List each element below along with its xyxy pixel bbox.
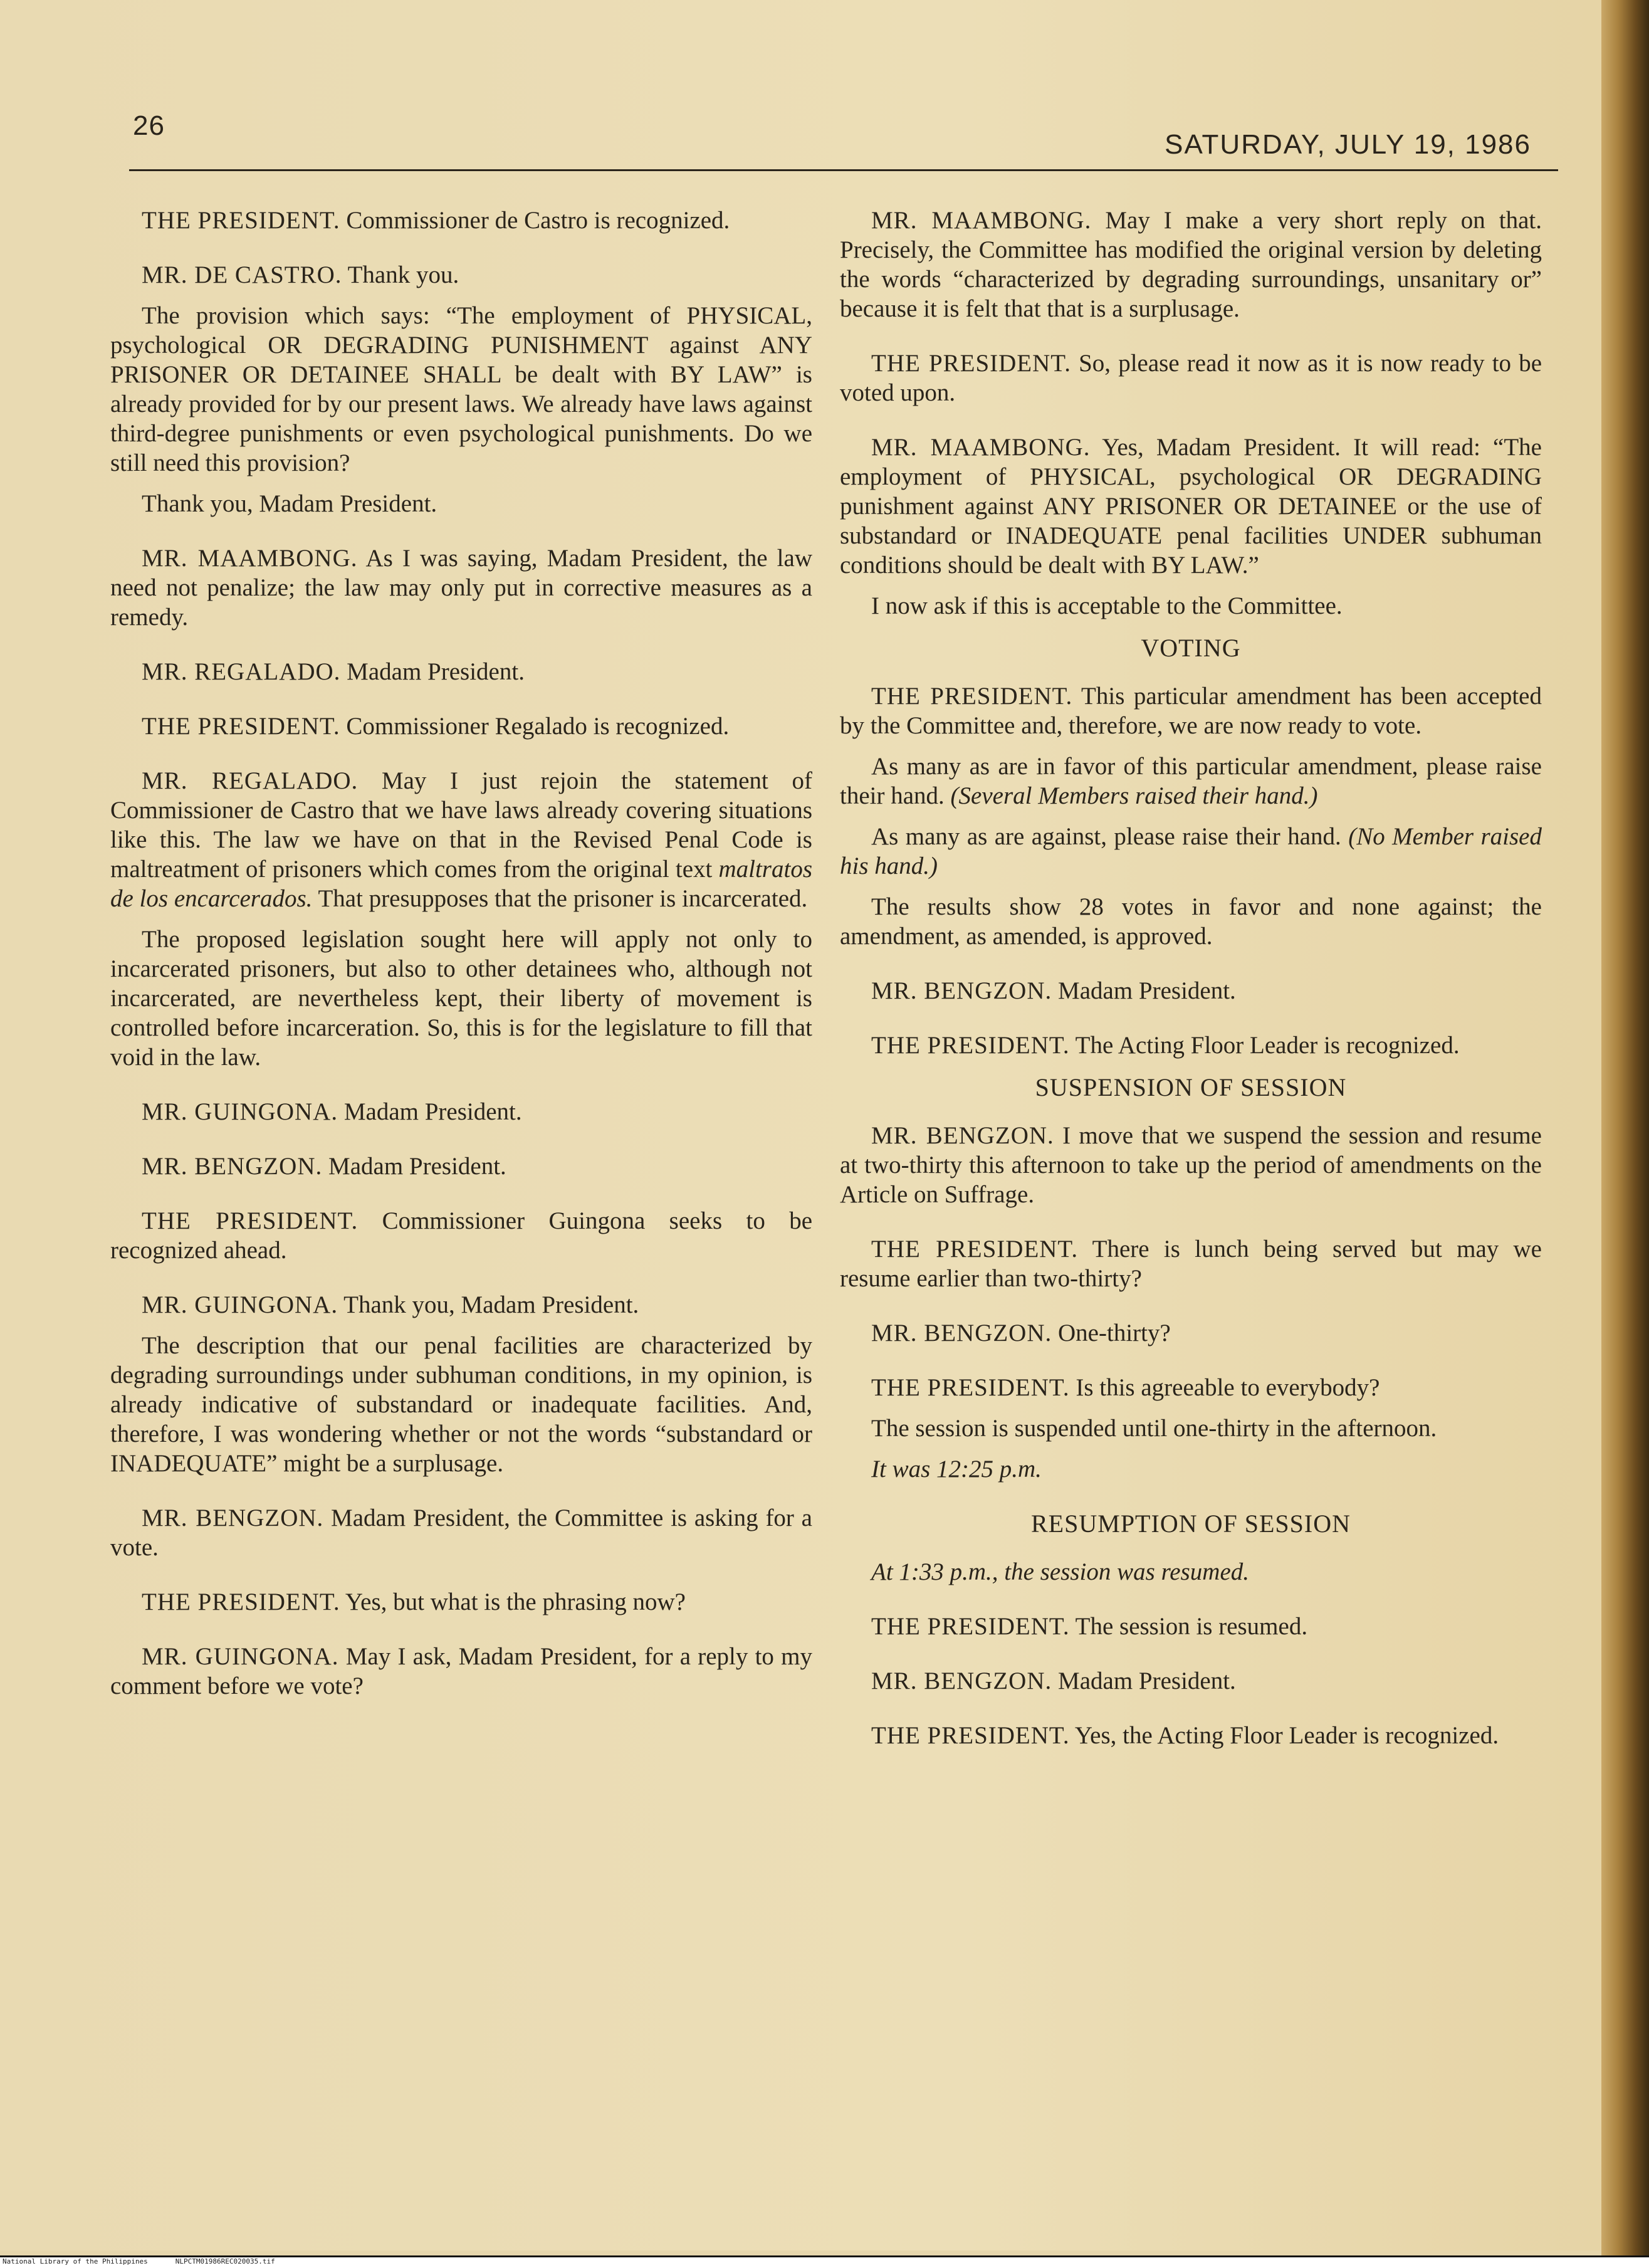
paragraph: [110, 1587, 812, 1617]
italic-phrase: maltratos de los encarcerados.: [110, 856, 812, 912]
speech-text: The Acting Floor Leader is recognized.: [1069, 1032, 1460, 1059]
speech-text: Madam President.: [338, 1098, 522, 1125]
paragraph: [840, 1666, 1542, 1696]
speaker-name: MR. MAAMBONG.: [142, 545, 358, 572]
paragraph: [840, 349, 1542, 407]
speaker-name: THE PRESIDENT.: [871, 1374, 1070, 1401]
paragraph: The proposed legislation sought here will apply not only to incarcerated prisoners, but also to other detainees who, although not incarcerated, are nevertheless kept, their liberty of movement is controlled before incarceration. So, this is for the legislature to fill that void in the law.: [110, 926, 812, 1071]
speech-text: As many as are against, please raise their hand.: [871, 823, 1349, 850]
speech-text: Madam President.: [322, 1153, 506, 1180]
speech-text: Commissioner Guingona seeks to be recognized ahead.: [110, 1207, 813, 1264]
speech-text: Yes, the Acting Floor Leader is recognized.: [1069, 1722, 1499, 1749]
speech-text: May I make a very short reply on that. Precisely, the Committee has modified the original version by deleting the words “characterized by degrading surroundings, unsanitary or” because it is felt that that is a surplusage.: [840, 207, 1542, 322]
paragraph: [110, 543, 812, 632]
speaker-name: MR. BENGZON.: [871, 977, 1052, 1004]
speaker-name: MR. BENGZON.: [871, 1667, 1052, 1694]
speech-text: There is lunch being served but may we resume earlier than two-thirty?: [840, 1236, 1542, 1292]
speaker-name: MR. MAAMBONG.: [871, 207, 1092, 234]
speech-text: I move that we suspend the session and resume at two-thirty this afternoon to take up the period of amendments on the Article on Suffrage.: [840, 1122, 1542, 1208]
speech-text: Madam President.: [340, 658, 525, 685]
speech-text: So, please read it now as it is now ready to be voted upon.: [840, 350, 1542, 406]
speaker-name: THE PRESIDENT.: [142, 1588, 340, 1615]
paragraph: [840, 1318, 1542, 1348]
library-label: National Library of the Philippines: [3, 2257, 148, 2265]
speech-text: May I ask, Madam President, for a reply to my comment before we vote?: [110, 1643, 812, 1699]
section-heading-voting: VOTING: [1141, 634, 1241, 662]
paragraph: The provision which says: “The employment of PHYSICAL, psychological OR DEGRADING PUNISHMENT against ANY PRISONER OR DETAINEE SHALL be dealt with BY LAW” is already provided for by our present laws. We already have laws against third-degree punishments or even psychological punishments. Do we still need this provision?: [110, 302, 812, 476]
speaker-name: MR. GUINGONA.: [142, 1643, 339, 1670]
book-spine-edge: [1601, 0, 1649, 2257]
paragraph: [840, 1612, 1542, 1641]
file-id-label: NLPCTM01986REC020035.tif: [175, 2257, 275, 2265]
paragraph: It was 12:25 p.m.: [871, 1456, 1042, 1483]
paragraph: [840, 976, 1542, 1005]
paragraph: Thank you, Madam President.: [142, 490, 437, 517]
speech-text: That presupposes that the prisoner is incarcerated.: [312, 885, 808, 912]
paragraph: [110, 766, 812, 913]
paragraph: [110, 206, 812, 235]
speech-text: Madam President, the Committee is asking for a vote.: [110, 1504, 812, 1561]
paragraph: [110, 1206, 812, 1265]
speech-text: This particular amendment has been accepted by the Committee and, therefore, we are now ready to vote.: [840, 683, 1542, 739]
speaker-name: MR. BENGZON.: [142, 1504, 324, 1531]
speech-text: Commissioner de Castro is recognized.: [340, 207, 730, 234]
speaker-name: MR. GUINGONA.: [142, 1098, 338, 1125]
scan-footer: [0, 2255, 1649, 2268]
paragraph: [110, 1097, 812, 1126]
running-head-date: SATURDAY, JULY 19, 1986: [1165, 129, 1531, 160]
speech-text: Thank you.: [342, 261, 459, 288]
speech-text: Commissioner Regalado is recognized.: [340, 713, 730, 740]
speaker-name: THE PRESIDENT.: [142, 1207, 359, 1234]
speech-text: Madam President.: [1052, 977, 1236, 1004]
speech-text: Madam President.: [1052, 1667, 1236, 1694]
paragraph: [840, 206, 1542, 323]
header-rule: [129, 169, 1558, 171]
speaker-name: THE PRESIDENT.: [871, 1032, 1070, 1059]
paragraph: [110, 1290, 812, 1320]
speaker-name: MR. REGALADO.: [142, 767, 359, 794]
speaker-name: MR. BENGZON.: [871, 1122, 1054, 1149]
italic-phrase: (No Member raised his hand.): [840, 823, 1542, 879]
speech-text: As many as are in favor of this particular amendment, please raise their hand.: [840, 753, 1542, 809]
italic-phrase: (Several Members raised their hand.): [950, 782, 1318, 809]
speech-text: One-thirty?: [1052, 1320, 1171, 1347]
paragraph: [840, 1373, 1542, 1402]
paragraph: [840, 752, 1542, 811]
speech-text: As I was saying, Madam President, the law need not penalize; the law may only put in corrective measures as a remedy.: [110, 545, 812, 631]
paragraph: The results show 28 votes in favor and none against; the amendment, as amended, is approved.: [840, 893, 1542, 950]
paragraph: [110, 1152, 812, 1181]
speaker-name: THE PRESIDENT.: [871, 683, 1073, 710]
speech-text: May I just rejoin the statement of Commissioner de Castro that we have laws already covering situations like this. The law we have on that in the Revised Penal Code is maltreatment of prisoners which comes from the original text: [110, 767, 813, 883]
speaker-name: THE PRESIDENT.: [142, 713, 340, 740]
paragraph: [840, 822, 1542, 881]
section-heading-resumption: RESUMPTION OF SESSION: [1031, 1509, 1351, 1538]
page-number: 26: [133, 110, 165, 141]
speaker-name: THE PRESIDENT.: [871, 1722, 1070, 1749]
left-column: [110, 206, 812, 1726]
paragraph: The session is suspended until one-thirty in the afternoon.: [871, 1415, 1437, 1442]
speech-text: Is this agreeable to everybody?: [1069, 1374, 1380, 1401]
paragraph: [840, 1031, 1542, 1060]
paragraph: [110, 1642, 812, 1701]
speaker-name: THE PRESIDENT.: [142, 207, 340, 234]
speaker-name: THE PRESIDENT.: [871, 1613, 1070, 1640]
speaker-name: MR. DE CASTRO.: [142, 261, 342, 288]
section-heading-suspension: SUSPENSION OF SESSION: [1035, 1073, 1347, 1101]
paragraph: [110, 657, 812, 686]
paragraph: [840, 681, 1542, 740]
paragraph: [110, 1503, 812, 1562]
right-column: [840, 206, 1542, 1775]
speaker-name: THE PRESIDENT.: [871, 1236, 1079, 1263]
speaker-name: MR. BENGZON.: [142, 1153, 323, 1180]
paragraph: At 1:33 p.m., the session was resumed.: [871, 1558, 1250, 1585]
paragraph: The description that our penal facilities are characterized by degrading surroundings under subhuman conditions, in my opinion, is already indicative of substandard or inadequate facilities. And, therefore, I was wondering whether or not the words “substandard or INADEQUATE” might be a surplusage.: [110, 1332, 812, 1477]
speech-text: Thank you, Madam President.: [338, 1291, 639, 1318]
speech-text: Yes, Madam President. It will read: “The employment of PHYSICAL, psychological OR DEGRADING punishment against ANY PRISONER OR DETAINEE or the use of substandard or INADEQUATE penal facilities UNDER subhuman conditions should be dealt with BY LAW.”: [840, 434, 1542, 579]
paragraph: [110, 711, 812, 741]
paragraph: I now ask if this is acceptable to the Committee.: [871, 592, 1343, 619]
speaker-name: MR. REGALADO.: [142, 658, 341, 685]
paragraph: [840, 1234, 1542, 1293]
paragraph: [840, 1721, 1542, 1750]
paragraph: [840, 1121, 1542, 1209]
speech-text: Yes, but what is the phrasing now?: [340, 1588, 686, 1615]
speech-text: The session is resumed.: [1069, 1613, 1308, 1640]
speaker-name: MR. BENGZON.: [871, 1320, 1052, 1347]
speaker-name: MR. MAAMBONG.: [871, 434, 1091, 461]
speaker-name: THE PRESIDENT.: [871, 350, 1071, 377]
paragraph: [840, 433, 1542, 580]
speaker-name: MR. GUINGONA.: [142, 1291, 338, 1318]
paragraph: [110, 260, 812, 290]
